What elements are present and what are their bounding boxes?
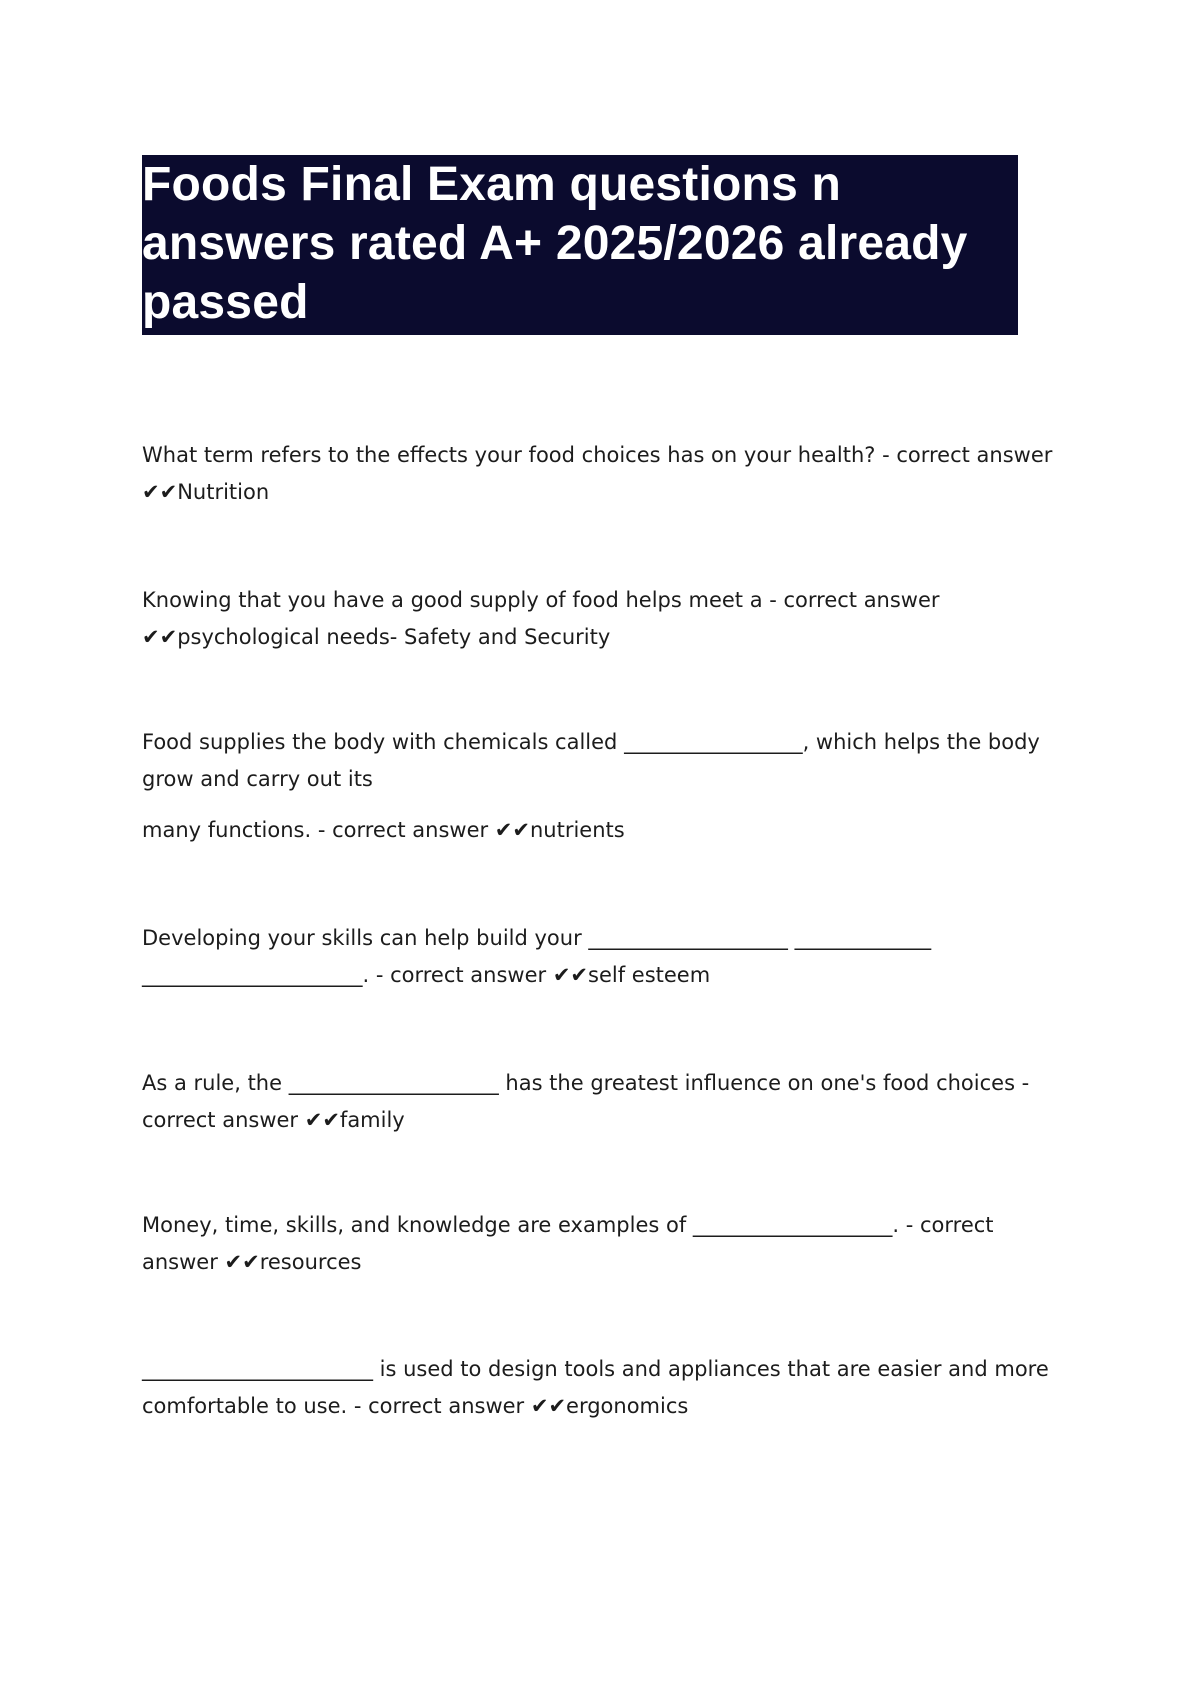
qa-item-1: What term refers to the effects your food choices has on your health? - correct answer ✔✔Nutrition [142, 443, 1053, 504]
qa-item-4: Developing your skills can help build your ___________________ _____________ _____________________. - correct answer ✔✔self esteem [142, 926, 932, 987]
qa-item-7: ______________________ is used to design tools and appliances that are easier and more comfortable to use. - correct answer ✔✔ergonomics [142, 1357, 1049, 1418]
qa-item-2: Knowing that you have a good supply of food helps meet a - correct answer ✔✔psychological needs- Safety and Security [142, 588, 940, 649]
title-banner [142, 155, 1018, 335]
qa-item-3: Food supplies the body with chemicals called _________________, which helps the body grow and carry out its [142, 730, 1040, 791]
qa-item-5: As a rule, the ____________________ has the greatest influence on one's food choices - correct answer ✔✔family [142, 1071, 1030, 1132]
document-title: Foods Final Exam questions n answers rated A+ 2025/2026 already passed [142, 158, 968, 329]
qa-item-3-continuation: many functions. - correct answer ✔✔nutrients [142, 818, 625, 842]
qa-item-6: Money, time, skills, and knowledge are examples of ___________________. - correct answer ✔✔resources [142, 1213, 994, 1274]
